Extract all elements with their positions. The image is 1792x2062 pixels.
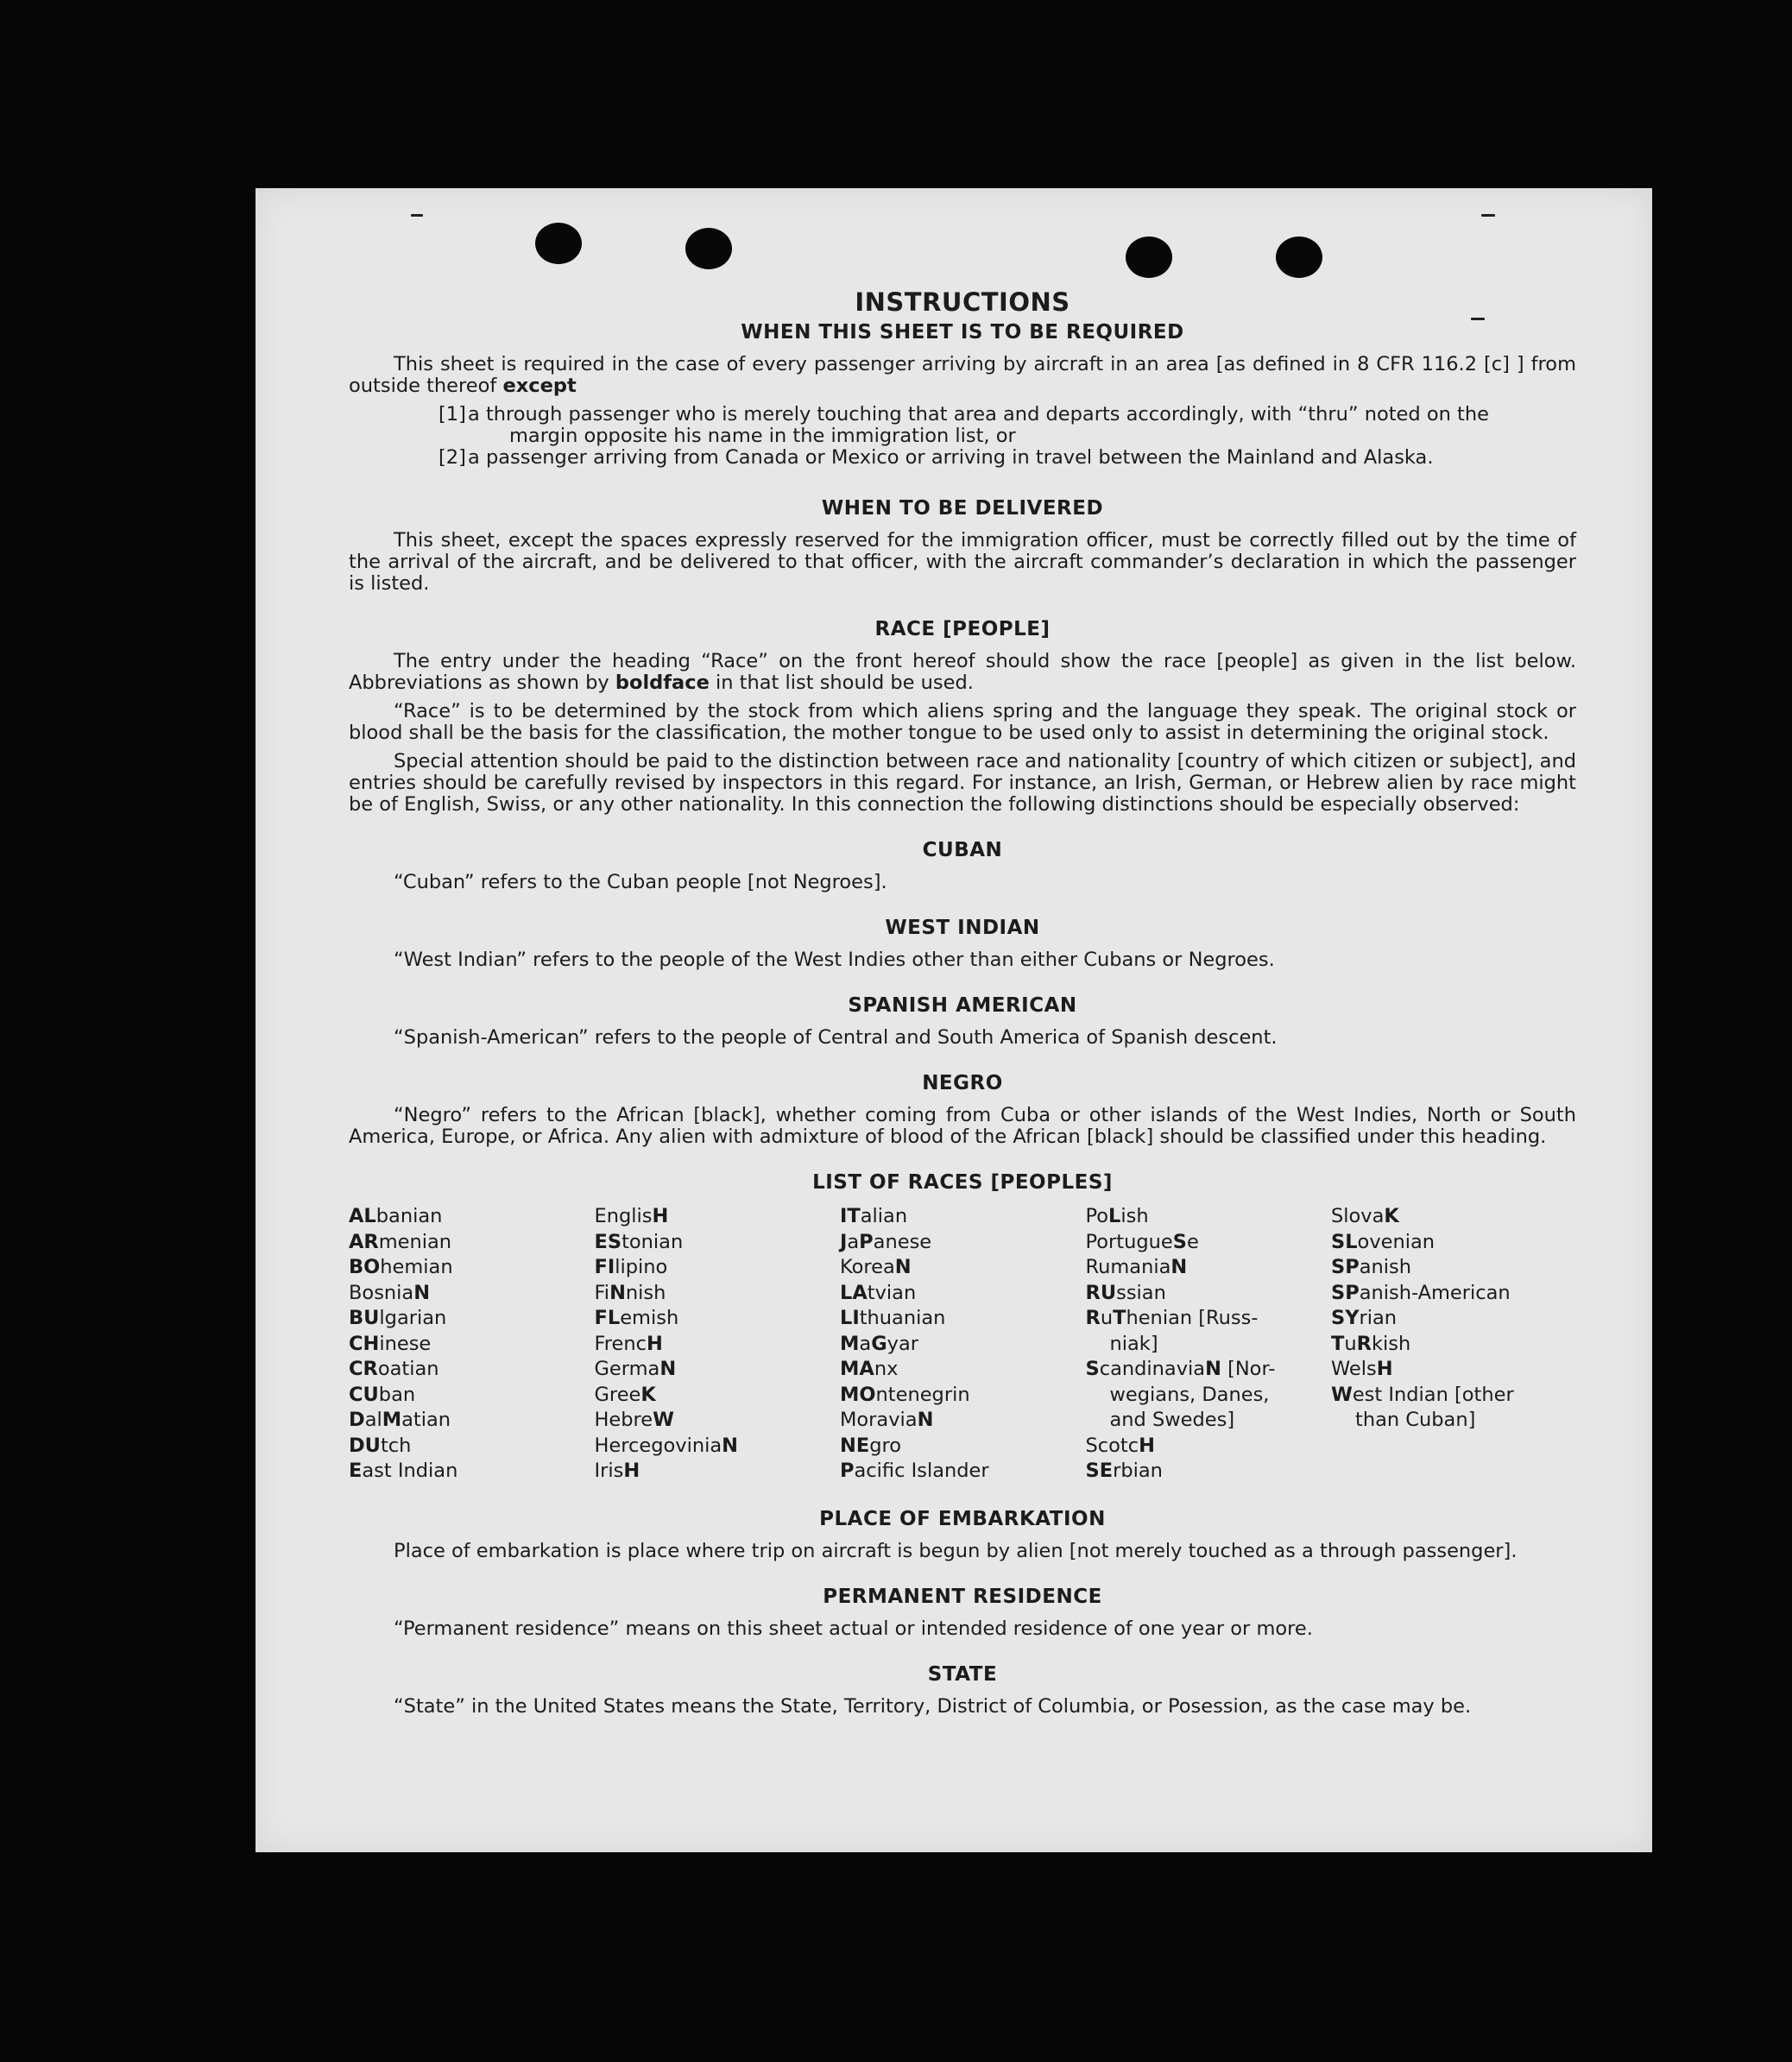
negro-text: “Negro” refers to the African [black], whether coming from Cuba or other islands of the West Indies, North or South America, Europe, or Africa. Any alien with admixture of blood of the African [black] should be classified under this heading. <box>349 1104 1576 1148</box>
race-entry: GreeK <box>594 1383 656 1406</box>
race-entry: RuThenian [Russ- niak] <box>1085 1307 1259 1355</box>
race-column <box>1331 1204 1576 1485</box>
heading-when-delivered: WHEN TO BE DELIVERED <box>821 497 1104 520</box>
race-entry: East Indian <box>349 1460 458 1482</box>
race-entry: DUtch <box>349 1434 412 1457</box>
punch-hole <box>1126 236 1172 278</box>
race-entry: EStonian <box>594 1230 684 1253</box>
race-entry: MaGyar <box>840 1332 919 1355</box>
race-entry: CHinese <box>349 1332 432 1355</box>
race-entry: RumaniaN <box>1085 1256 1188 1278</box>
race-column <box>840 1204 1085 1485</box>
race-paragraph-2: “Race” is to be determined by the stock from which aliens spring and the language they speak. The original stock or blood shall be the basis for the classification, the mother tongue to be used only to assist in determining the original stock. <box>349 700 1576 744</box>
race-entry: PortugueSe <box>1085 1230 1199 1253</box>
heading-west-indian: WEST INDIAN <box>885 917 1040 939</box>
permanent-residence-text: “Permanent residence” means on this sheet actual or intended residence of one year or more. <box>394 1617 1313 1640</box>
race-entry: West Indian [other than Cuban] <box>1331 1383 1514 1431</box>
punch-hole <box>1276 236 1322 278</box>
race-entry: Pacific Islander <box>840 1460 989 1482</box>
race-entry: MOntenegrin <box>840 1383 970 1406</box>
race-column <box>1086 1204 1331 1485</box>
race-entry: CRoatian <box>349 1358 439 1380</box>
race-entry: TuRkish <box>1331 1332 1411 1355</box>
embarkation-text: Place of embarkation is place where trip on aircraft is begun by alien [not merely touched as a through passenger]. <box>394 1539 1518 1562</box>
race-entry: SYrian <box>1331 1307 1398 1329</box>
race-entry: SLovenian <box>1331 1230 1435 1253</box>
paper-speck <box>1481 214 1495 217</box>
when-delivered-text: This sheet, except the spaces expressly reserved for the immigration officer, must be correctly filled out by the time of the arrival of the aircraft, and be delivered to that officer, with the aircraft commander’s declaration in which the passenger is listed. <box>349 529 1576 595</box>
punch-hole <box>685 228 732 269</box>
race-entry: ITalian <box>840 1205 908 1227</box>
race-entry: ALbanian <box>349 1205 443 1227</box>
race-entry: LAtvian <box>840 1281 917 1304</box>
race-entry: FiNnish <box>594 1281 666 1304</box>
state-text: “State” in the United States means the State, Territory, District of Columbia, or Posession, as the case may be. <box>394 1694 1472 1718</box>
heading-when-required: WHEN THIS SHEET IS TO BE REQUIRED <box>741 321 1184 344</box>
heading-state: STATE <box>927 1662 998 1686</box>
race-entry: FIlipino <box>594 1256 668 1278</box>
instructions-content <box>349 287 1576 1718</box>
race-entry: SlovaK <box>1331 1205 1399 1227</box>
exception-item-2: [2] a passenger arriving from Canada or Mexico or arriving in travel between the Mainland and Alaska. <box>439 446 1434 469</box>
heading-race: RACE [PEOPLE] <box>874 618 1051 640</box>
race-entry: NEgro <box>840 1434 902 1457</box>
when-required-intro: This sheet is required in the case of every passenger arriving by aircraft in an area [as defined in 8 CFR 116.2 [c] ] from outside thereof except <box>349 353 1576 397</box>
race-entry: RUssian <box>1085 1281 1166 1304</box>
spanish-american-text: “Spanish-American” refers to the people of Central and South America of Spanish descent. <box>394 1026 1278 1049</box>
punch-hole <box>535 223 582 264</box>
race-entry: BOhemian <box>349 1256 453 1278</box>
race-entry: SPanish-American <box>1331 1281 1511 1304</box>
race-entry: MoraviaN <box>840 1409 934 1431</box>
race-entry: IrisH <box>594 1460 640 1482</box>
race-entry: HebreW <box>594 1409 674 1431</box>
document-page <box>256 188 1652 1852</box>
races-list <box>349 1204 1576 1485</box>
race-entry: ScandinaviaN [Nor- wegians, Danes, and Swedes] <box>1085 1358 1276 1431</box>
race-paragraph-1: The entry under the heading “Race” on the front hereof should show the race [people] as given in the list below. Abbreviations as shown by boldface in that list should be used. <box>349 650 1576 694</box>
race-entry: BosniaN <box>349 1281 431 1304</box>
document-title: INSTRUCTIONS <box>855 287 1070 317</box>
race-entry: GermaN <box>594 1358 677 1380</box>
heading-list-of-races: LIST OF RACES [PEOPLES] <box>812 1171 1113 1194</box>
heading-embarkation: PLACE OF EMBARKATION <box>819 1507 1106 1530</box>
race-entry: FrencH <box>594 1332 663 1355</box>
exception-item-1: [1] a through passenger who is merely touching that area and departs accordingly, with “thru” noted on the margin opposite his name in the immigration list, or <box>439 403 1489 447</box>
race-entry: PoLish <box>1085 1205 1149 1227</box>
race-entry: LIthuanian <box>840 1307 946 1329</box>
race-entry: ScotcH <box>1085 1434 1155 1457</box>
heading-cuban: CUBAN <box>922 839 1003 861</box>
race-column <box>349 1204 594 1485</box>
race-entry: ARmenian <box>349 1230 452 1253</box>
race-paragraph-3: Special attention should be paid to the distinction between race and nationality [country of which citizen or subject], and entries should be carefully revised by inspectors in this regard. For instance, an Irish, German, or Hebrew alien by race might be of English, Swiss, or any other nationality. In this connection the following distinctions should be especially observed: <box>349 750 1576 816</box>
west-indian-text: “West Indian” refers to the people of the West Indies other than either Cubans or Negroes. <box>394 949 1275 971</box>
race-entry: FLemish <box>594 1307 679 1329</box>
heading-permanent-residence: PERMANENT RESIDENCE <box>823 1585 1102 1608</box>
heading-spanish-american: SPANISH AMERICAN <box>848 994 1077 1017</box>
race-entry: JaPanese <box>840 1230 932 1253</box>
race-entry: SErbian <box>1085 1460 1163 1482</box>
race-entry: CUban <box>349 1383 416 1406</box>
race-entry: KoreaN <box>840 1256 912 1278</box>
cuban-text: “Cuban” refers to the Cuban people [not Negroes]. <box>394 871 887 893</box>
race-entry: SPanish <box>1331 1256 1411 1278</box>
paper-speck <box>411 214 423 217</box>
race-entry: BUlgarian <box>349 1307 447 1329</box>
race-entry: HercegoviniaN <box>594 1434 738 1457</box>
race-entry: DalMatian <box>349 1409 451 1431</box>
race-entry: EnglisH <box>594 1205 669 1227</box>
heading-negro: NEGRO <box>922 1072 1003 1094</box>
race-entry: WelsH <box>1331 1358 1393 1380</box>
race-column <box>595 1204 840 1485</box>
race-entry: MAnx <box>840 1358 899 1380</box>
